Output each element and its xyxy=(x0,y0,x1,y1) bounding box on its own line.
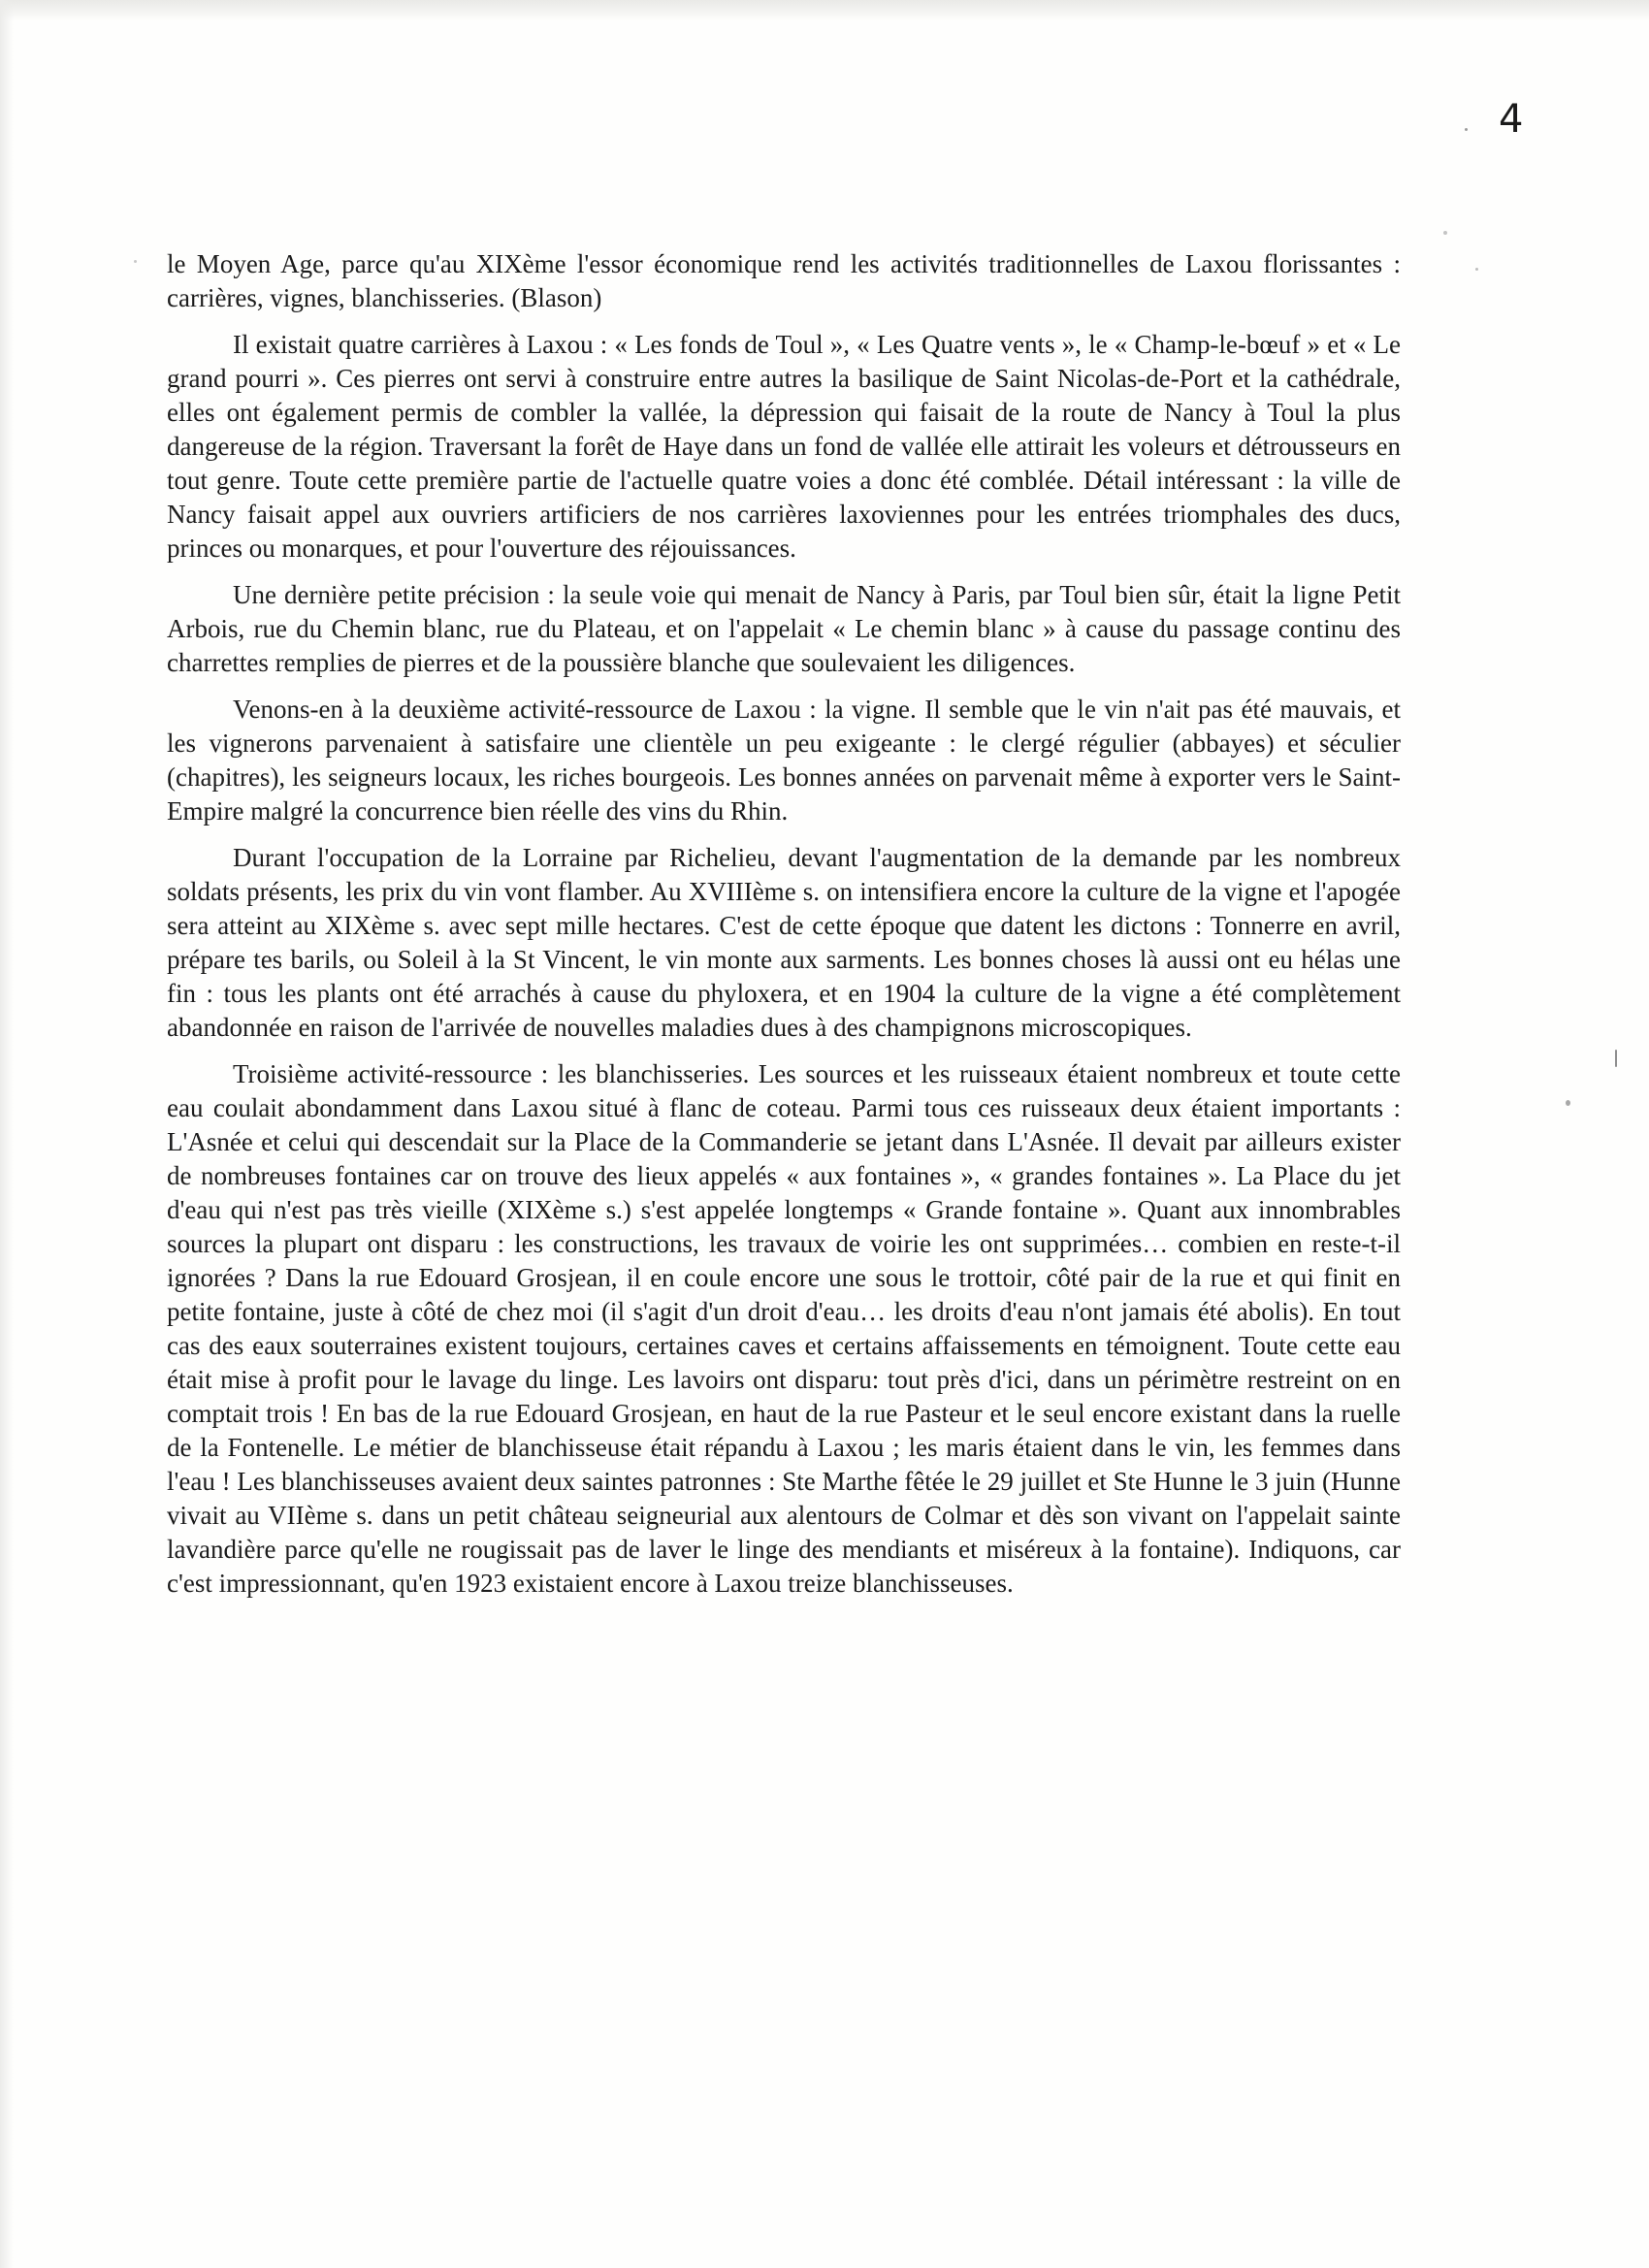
scan-speck xyxy=(1566,1100,1570,1106)
page-number: 4 xyxy=(1499,97,1524,142)
paragraph-3: Une dernière petite précision : la seule voie qui menait de Nancy à Paris, par Toul bien sûr, était la ligne Petit Arbois, rue du Chemin blanc, rue du Plateau, et on l'appelait « Le chemin blanc » à cause du passage continu des charrettes remplies de pierres et de la poussière blanche que soulevaient les diligences. xyxy=(167,580,1401,677)
scan-speck xyxy=(1443,231,1447,235)
body-text xyxy=(167,247,1401,1613)
scan-edge-left xyxy=(0,0,14,2268)
paragraph-2: Il existait quatre carrières à Laxou : « Les fonds de Toul », « Les Quatre vents », le « Champ-le-bœuf » et « Le grand pourri ». Ces pierres ont servi à construire entre autres la basilique de Saint Nicolas-de-Port et la cathédrale, elles ont également permis de combler la vallée, la dépression qui faisait de la route de Nancy à Toul la plus dangereuse de la région. Traversant la forêt de Haye dans un fond de vallée elle attirait les voleurs et détrousseurs en tout genre. Toute cette première partie de l'actuelle quatre voies a donc été comblée. Détail intéressant : la ville de Nancy faisait appel aux ouvriers artificiers de nos carrières laxoviennes pour les entrées triomphales des ducs, princes ou monarques, et pour l'ouverture des réjouissances. xyxy=(167,330,1401,563)
paragraph-1: le Moyen Age, parce qu'au XIXème l'essor économique rend les activités traditionnelles de Laxou florissantes : carrières, vignes, blanchisseries. (Blason) xyxy=(167,249,1401,312)
paragraph-4: Venons-en à la deuxième activité-ressource de Laxou : la vigne. Il semble que le vin n'ait pas été mauvais, et les vignerons parvenaient à satisfaire une clientèle un peu exigeante : le clergé régulier (abbayes) et séculier (chapitres), les seigneurs locaux, les riches bourgeois. Les bonnes années on parvenait même à exporter vers le Saint-Empire malgré la concurrence bien réelle des vins du Rhin. xyxy=(167,695,1401,826)
scan-edge-top xyxy=(0,0,1649,21)
paragraph-6: Troisième activité-ressource : les blanchisseries. Les sources et les ruisseaux étaient nombreux et toute cette eau coulait abondamment dans Laxou situé à flanc de coteau. Parmi tous ces ruisseaux deux étaient importants : L'Asnée et celui qui descendait sur la Place de la Commanderie se jetant dans L'Asnée. Il devait par ailleurs exister de nombreuses fontaines car on trouve des lieux appelés « aux fontaines », « grandes fontaines ». La Place du jet d'eau qui n'est pas très vieille (XIXème s.) s'est appelée longtemps « Grande fontaine ». Quant aux innombrables sources la plupart ont disparu : les constructions, les travaux de voirie les ont supprimées… combien en reste-t-il ignorées ? Dans la rue Edouard Grosjean, il en coule encore une sous le trottoir, côté pair de la rue et qui finit en petite fontaine, juste à côté de chez moi (il s'agit d'un droit d'eau… les droits d'eau n'ont jamais été abolis). En tout cas des eaux souterraines existent toujours, certaines caves et certains affaissements en témoignent. Toute cette eau était mise à profit pour le lavage du linge. Les lavoirs ont disparu: tout près d'ici, dans un périmètre restreint on en comptait trois ! En bas de la rue Edouard Grosjean, en haut de la rue Pasteur et le seul encore existant dans la ruelle de la Fontenelle. Le métier de blanchisseuse était répandu à Laxou ; les maris étaient dans le vin, les femmes dans l'eau ! Les blanchisseuses avaient deux saintes patronnes : Ste Marthe fêtée le 29 juillet et Ste Hunne le 3 juin (Hunne vivait au VIIème s. dans un petit château seigneurial aux alentours de Colmar et dès son vivant on l'appelait sainte lavandière parce qu'elle ne rougissait pas de laver le linge des mendiants et miséreux à la fontaine). Indiquons, car c'est impressionnant, qu'en 1923 existaient encore à Laxou treize blanchisseuses. xyxy=(167,1059,1401,1598)
scan-speck xyxy=(1465,128,1468,131)
scan-speck xyxy=(1615,1050,1617,1067)
scan-speck xyxy=(1475,268,1478,271)
scan-speck xyxy=(134,260,137,263)
paragraph-5: Durant l'occupation de la Lorraine par Richelieu, devant l'augmentation de la demande par les nombreux soldats présents, les prix du vin vont flamber. Au XVIIIème s. on intensifiera encore la culture de la vigne et l'apogée sera atteint au XIXème s. avec sept mille hectares. C'est de cette époque que datent les dictons : Tonnerre en avril, prépare tes barils, ou Soleil à la St Vincent, le vin monte aux sarments. Les bonnes choses là aussi ont eu hélas une fin : tous les plants ont été arrachés à cause du phyloxera, et en 1904 la culture de la vigne a été complètement abandonnée en raison de l'arrivée de nouvelles maladies dues à des champignons microscopiques. xyxy=(167,843,1401,1042)
